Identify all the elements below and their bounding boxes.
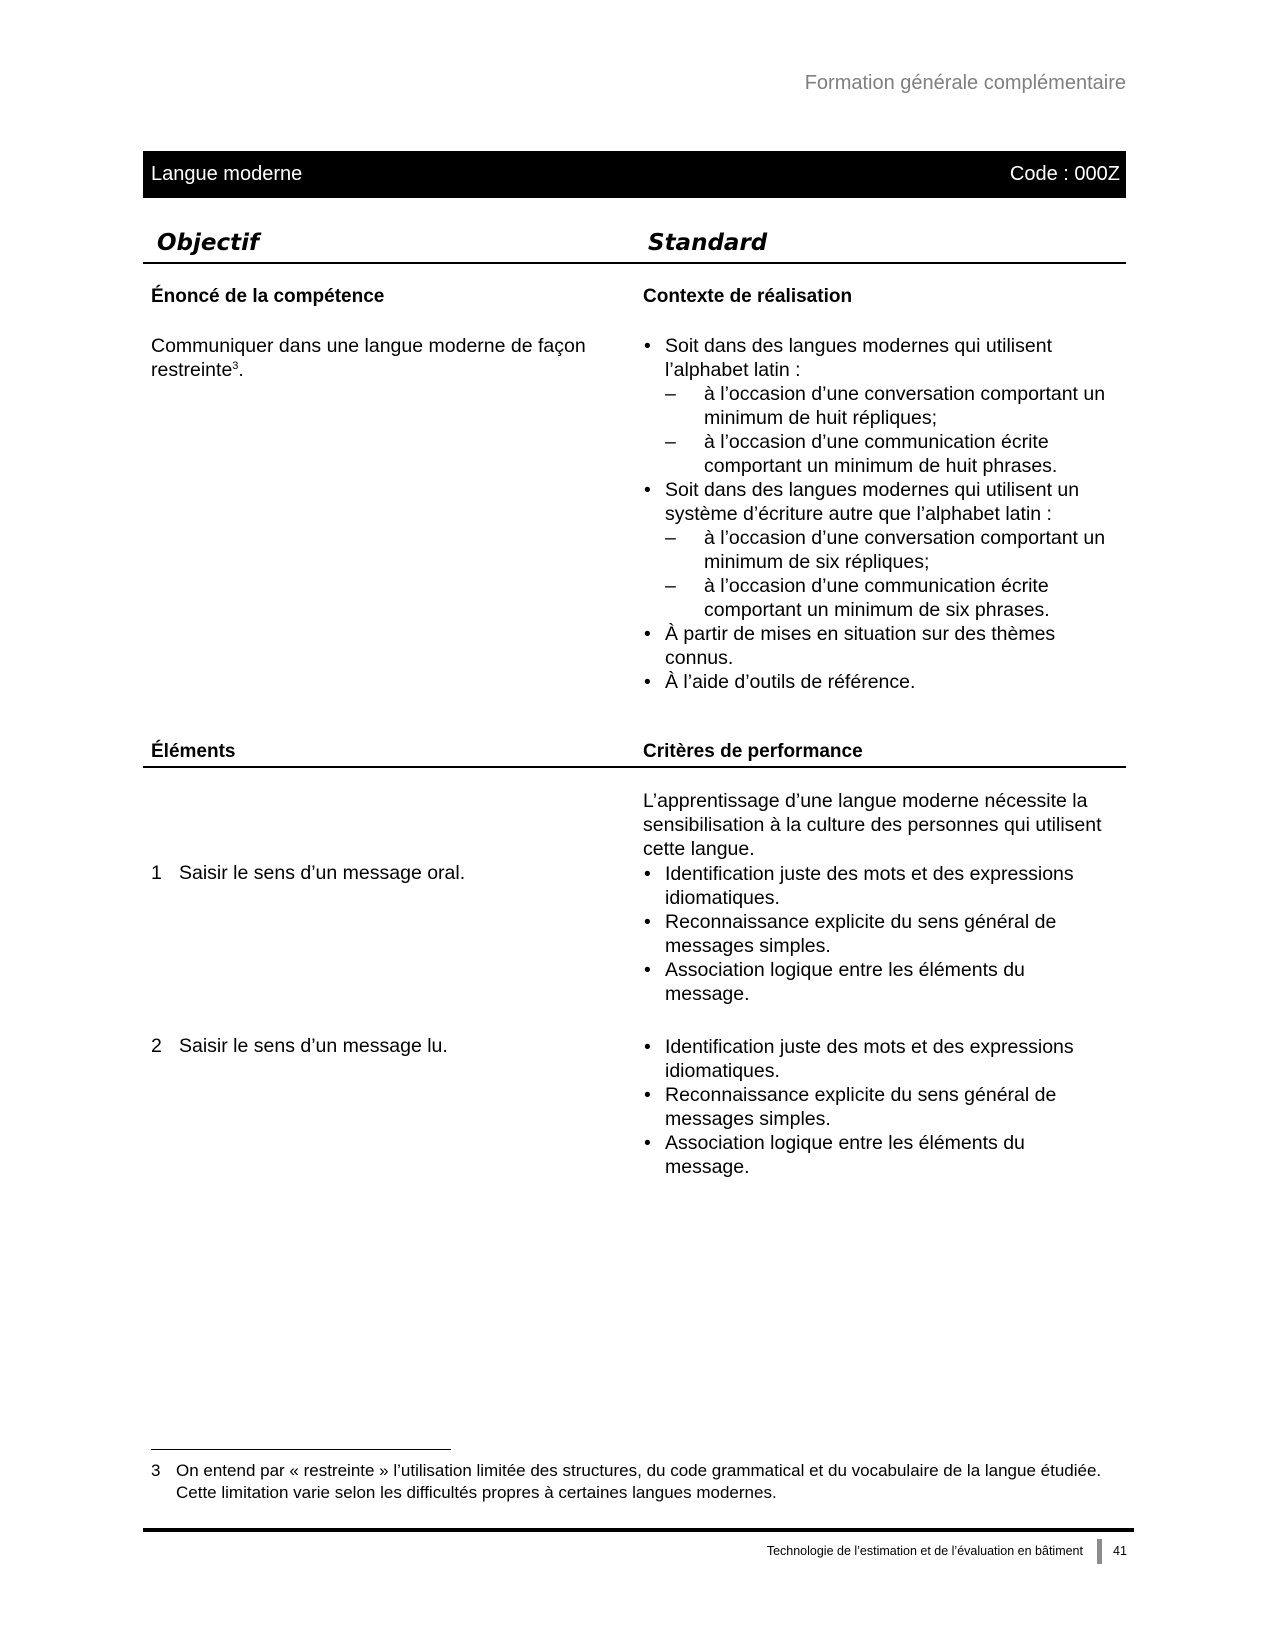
- element-2: 2 Saisir le sens d’un message lu.: [151, 1035, 448, 1057]
- sub-item: – à l’occasion d’une communication écrite comportant un minimum de six phrases.: [704, 574, 1123, 622]
- list-item: • Soit dans des langues modernes qui utilisent un système d’écriture autre que l’alphabet latin : – à l’occasion d’une conversation comportant un minimum de six répliques; – à l’occasion d’une communication écrite comportant un minimum de six phrases.: [643, 478, 1123, 622]
- criteres-heading: Critères de performance: [643, 741, 863, 762]
- list-item: • À partir de mises en situation sur des thèmes connus.: [643, 622, 1123, 670]
- list-item: • Reconnaissance explicite du sens général de messages simples.: [643, 1083, 1103, 1131]
- title-bar: [143, 151, 1126, 198]
- elements-rule: [143, 766, 1126, 768]
- section-objectif: Objectif: [157, 230, 260, 256]
- sub-item: – à l’occasion d’une conversation comportant un minimum de six répliques;: [704, 526, 1123, 574]
- contexte-heading: Contexte de réalisation: [643, 286, 853, 307]
- enonce-text: Communiquer dans une langue moderne de façon restreinte$^3$.: [151, 335, 586, 381]
- list-item: • Reconnaissance explicite du sens général de messages simples.: [643, 910, 1103, 958]
- section-standard: Standard: [648, 230, 768, 256]
- footer-title: Technologie de l’estimation et de l’évaluation en bâtiment: [766, 1544, 1083, 1558]
- list-item: • Association logique entre les éléments du message.: [643, 1131, 1103, 1179]
- section-rule: [143, 262, 1126, 264]
- element-1: 1 Saisir le sens d’un message oral.: [151, 862, 466, 884]
- footnote-rule: [151, 1449, 451, 1450]
- list-item: • Soit dans des langues modernes qui utilisent l’alphabet latin : – à l’occasion d’une conversation comportant un minimum de huit répliques; – à l’occasion d’une communication écrite comportant un minimum de huit phrases.: [643, 334, 1123, 478]
- course-code: Code : 000Z: [1009, 163, 1120, 185]
- criteres-group-1: [643, 862, 1103, 1006]
- elements-heading: Éléments: [151, 741, 236, 762]
- footer-separator: [1097, 1539, 1102, 1564]
- list-item: • À l’aide d’outils de référence.: [643, 670, 1123, 694]
- page-number: 41: [1113, 1544, 1127, 1558]
- running-header: Formation générale complémentaire: [804, 72, 1126, 94]
- criteres-group-2: [643, 1035, 1103, 1179]
- sub-item: – à l’occasion d’une conversation comportant un minimum de huit répliques;: [704, 382, 1123, 430]
- contexte-list: [643, 334, 1123, 694]
- footnote-ref: 3: [232, 360, 239, 372]
- sub-item: – à l’occasion d’une communication écrite comportant un minimum de huit phrases.: [704, 430, 1123, 478]
- footnote: 3 On entend par « restreinte » l’utilisation limitée des structures, du code grammatical et du vocabulaire de la langue étudiée. Cette limitation varie selon les difficultés propres à certaines langues modernes.: [151, 1461, 1102, 1502]
- list-item: • Association logique entre les éléments du message.: [643, 958, 1103, 1006]
- enonce-heading: Énoncé de la compétence: [151, 286, 385, 307]
- list-item: • Identification juste des mots et des expressions idiomatiques.: [643, 1035, 1103, 1083]
- list-item: • Identification juste des mots et des expressions idiomatiques.: [643, 862, 1103, 910]
- footer-rule: [143, 1528, 1134, 1532]
- criteres-intro: L’apprentissage d’une langue moderne nécessite la sensibilisation à la culture des personnes qui utilisent cette langue.: [643, 790, 1102, 860]
- course-title: Langue moderne: [151, 163, 303, 185]
